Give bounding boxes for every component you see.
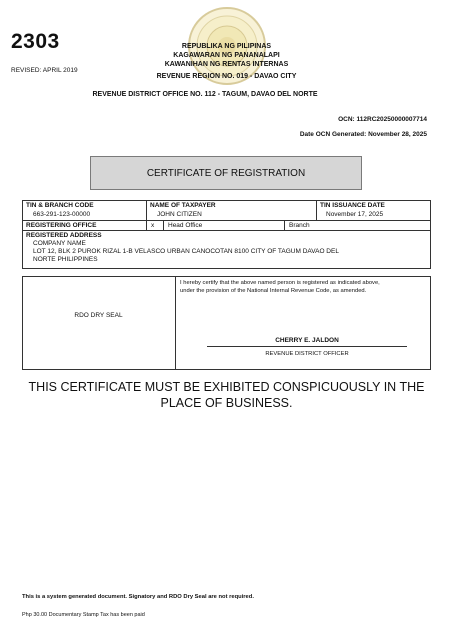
exhibit-notice (20, 379, 433, 411)
revised-date: REVISED: APRIL 2019 (11, 67, 78, 74)
form-number: 2303 (11, 30, 60, 53)
col-divider (316, 200, 317, 220)
col-divider (146, 200, 147, 220)
head-office-mark: x (151, 221, 155, 229)
header-bureau: KAWANIHAN NG RENTAS INTERNAS (164, 61, 289, 68)
address-line-2: NORTE PHILIPPINES (33, 256, 98, 263)
stamp-tax-note: Php 30.00 Documentary Stamp Tax has been paid (22, 612, 145, 618)
row-divider (22, 230, 431, 231)
registered-address-label: REGISTERED ADDRESS (26, 232, 102, 239)
header-republic: REPUBLIKA NG PILIPINAS (181, 43, 272, 50)
ocn-number: OCN: 112RC20250000007714 (338, 116, 427, 123)
issuance-label: TIN ISSUANCE DATE (320, 202, 385, 209)
signatory-name: CHERRY E. JALDON (275, 337, 339, 344)
taxpayer-value: JOHN CITIZEN (157, 211, 202, 218)
col-divider (146, 220, 147, 230)
tin-value: 663-291-123-00000 (33, 211, 91, 218)
branch-label: Branch (289, 221, 310, 229)
company-name: COMPANY NAME (33, 240, 86, 247)
registering-office-label: REGISTERING OFFICE (26, 221, 97, 229)
header-district: REVENUE DISTRICT OFFICE NO. 112 - TAGUM, DAVAO DEL NORTE (92, 91, 318, 98)
rdo-dry-seal: RDO DRY SEAL (74, 312, 123, 319)
header-department: KAGAWARAN NG PANANALAPI (173, 52, 280, 59)
col-divider (175, 276, 176, 370)
exhibit-notice-line-1: THIS CERTIFICATE MUST BE EXHIBITED CONSPICUOUSLY IN THE (28, 380, 425, 394)
ocn-generated-date: Date OCN Generated: November 28, 2025 (299, 131, 427, 138)
tin-label: TIN & BRANCH CODE (26, 202, 94, 209)
col-divider (163, 220, 164, 230)
head-office-label: Head Office (168, 221, 203, 229)
certificate-title: CERTIFICATE OF REGISTRATION (90, 156, 362, 190)
signatory-title: REVENUE DISTRICT OFFICER (265, 351, 349, 357)
col-divider (284, 220, 285, 230)
signature-line (207, 346, 407, 347)
exhibit-notice-line-2: PLACE OF BUSINESS. (160, 396, 293, 410)
issuance-value: November 17, 2025 (326, 211, 384, 218)
certify-line-1: I hereby certify that the above named person is registered as indicated above, (180, 280, 380, 286)
certify-line-2: under the provision of the National Internal Revenue Code, as amended. (180, 288, 367, 294)
system-generated-note: This is a system generated document. Signatory and RDO Dry Seal are not required. (22, 594, 254, 600)
taxpayer-label: NAME OF TAXPAYER (150, 202, 216, 209)
header-region: REVENUE REGION NO. 019 - DAVAO CITY (156, 73, 297, 80)
address-line-1: LOT 12, BLK 2 PUROK RIZAL 1-B VELASCO URBAN CANOCOTAN 8100 CITY OF TAGUM DAVAO DEL (33, 248, 339, 255)
